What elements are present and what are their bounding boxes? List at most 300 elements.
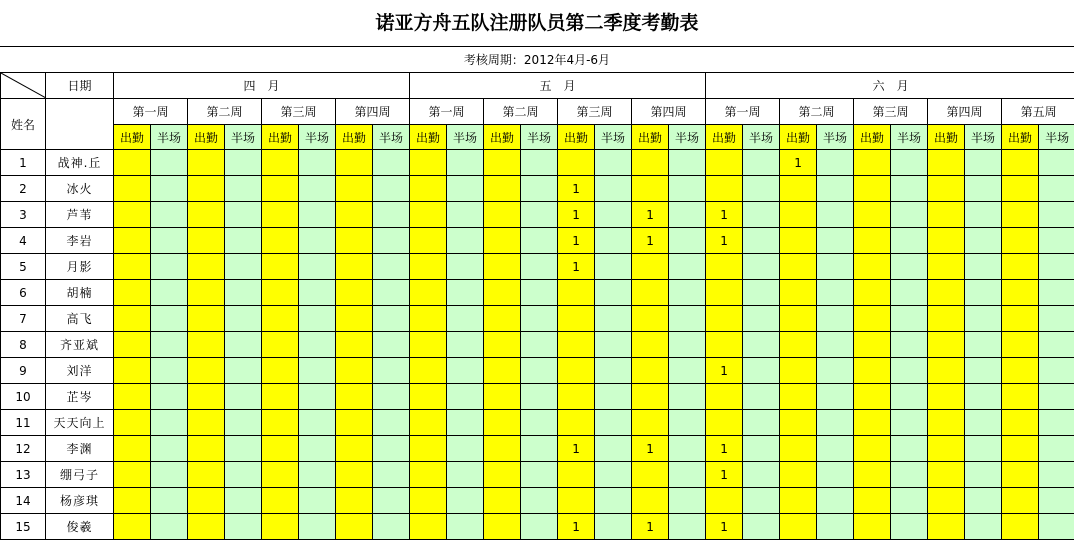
half-cell[interactable]: [891, 514, 928, 540]
attend-cell[interactable]: [1002, 254, 1039, 280]
half-cell[interactable]: [743, 228, 780, 254]
half-cell[interactable]: [373, 488, 410, 514]
half-cell[interactable]: [1039, 228, 1074, 254]
attend-cell[interactable]: [484, 514, 521, 540]
half-cell[interactable]: [151, 462, 188, 488]
half-cell[interactable]: [891, 254, 928, 280]
half-cell[interactable]: [225, 150, 262, 176]
attend-cell[interactable]: [1002, 202, 1039, 228]
half-cell[interactable]: [965, 306, 1002, 332]
half-cell[interactable]: [965, 280, 1002, 306]
attend-cell[interactable]: [928, 332, 965, 358]
attend-cell[interactable]: [632, 176, 669, 202]
attend-cell[interactable]: [336, 150, 373, 176]
attend-cell[interactable]: [632, 384, 669, 410]
attend-cell[interactable]: [928, 436, 965, 462]
attend-cell[interactable]: 1: [632, 436, 669, 462]
attend-cell[interactable]: [780, 202, 817, 228]
half-cell[interactable]: [373, 280, 410, 306]
attend-cell[interactable]: [928, 384, 965, 410]
half-cell[interactable]: [891, 228, 928, 254]
half-cell[interactable]: [521, 384, 558, 410]
half-cell[interactable]: [817, 254, 854, 280]
half-cell[interactable]: [447, 410, 484, 436]
half-cell[interactable]: [595, 280, 632, 306]
half-cell[interactable]: [743, 410, 780, 436]
half-cell[interactable]: [447, 358, 484, 384]
attend-cell[interactable]: [336, 332, 373, 358]
half-cell[interactable]: [891, 488, 928, 514]
attend-cell[interactable]: [114, 436, 151, 462]
attend-cell[interactable]: [188, 514, 225, 540]
half-cell[interactable]: [373, 514, 410, 540]
half-cell[interactable]: [743, 514, 780, 540]
half-cell[interactable]: [965, 514, 1002, 540]
attend-cell[interactable]: [410, 488, 447, 514]
attend-cell[interactable]: [1002, 436, 1039, 462]
half-cell[interactable]: [151, 332, 188, 358]
half-cell[interactable]: [373, 436, 410, 462]
attend-cell[interactable]: 1: [706, 514, 743, 540]
attend-cell[interactable]: [854, 306, 891, 332]
half-cell[interactable]: [521, 280, 558, 306]
attend-cell[interactable]: [928, 462, 965, 488]
attend-cell[interactable]: [484, 254, 521, 280]
half-cell[interactable]: [447, 280, 484, 306]
attend-cell[interactable]: [336, 306, 373, 332]
attend-cell[interactable]: [706, 176, 743, 202]
half-cell[interactable]: [373, 332, 410, 358]
half-cell[interactable]: [447, 332, 484, 358]
half-cell[interactable]: [817, 150, 854, 176]
half-cell[interactable]: [151, 176, 188, 202]
attend-cell[interactable]: [1002, 176, 1039, 202]
half-cell[interactable]: [669, 332, 706, 358]
half-cell[interactable]: [225, 332, 262, 358]
attend-cell[interactable]: [928, 410, 965, 436]
half-cell[interactable]: [743, 254, 780, 280]
attend-cell[interactable]: [632, 280, 669, 306]
half-cell[interactable]: [743, 436, 780, 462]
attend-cell[interactable]: [1002, 384, 1039, 410]
attend-cell[interactable]: [484, 176, 521, 202]
attend-cell[interactable]: [336, 462, 373, 488]
attend-cell[interactable]: [928, 176, 965, 202]
half-cell[interactable]: [299, 384, 336, 410]
attend-cell[interactable]: [336, 384, 373, 410]
half-cell[interactable]: [151, 228, 188, 254]
half-cell[interactable]: [447, 306, 484, 332]
half-cell[interactable]: [225, 462, 262, 488]
half-cell[interactable]: [521, 358, 558, 384]
half-cell[interactable]: [743, 202, 780, 228]
attend-cell[interactable]: [188, 332, 225, 358]
attend-cell[interactable]: [780, 384, 817, 410]
half-cell[interactable]: [521, 514, 558, 540]
attend-cell[interactable]: [854, 514, 891, 540]
attend-cell[interactable]: [854, 384, 891, 410]
attend-cell[interactable]: [410, 358, 447, 384]
half-cell[interactable]: [891, 410, 928, 436]
half-cell[interactable]: [595, 514, 632, 540]
attend-cell[interactable]: [1002, 410, 1039, 436]
attend-cell[interactable]: [484, 462, 521, 488]
attend-cell[interactable]: [114, 150, 151, 176]
half-cell[interactable]: [151, 150, 188, 176]
attend-cell[interactable]: [1002, 150, 1039, 176]
attend-cell[interactable]: [558, 332, 595, 358]
attend-cell[interactable]: [854, 150, 891, 176]
attend-cell[interactable]: [780, 254, 817, 280]
half-cell[interactable]: [965, 150, 1002, 176]
half-cell[interactable]: [817, 358, 854, 384]
attend-cell[interactable]: [928, 306, 965, 332]
attend-cell[interactable]: [706, 410, 743, 436]
half-cell[interactable]: [965, 332, 1002, 358]
half-cell[interactable]: [595, 436, 632, 462]
half-cell[interactable]: [299, 150, 336, 176]
half-cell[interactable]: [373, 462, 410, 488]
half-cell[interactable]: [151, 306, 188, 332]
half-cell[interactable]: [373, 358, 410, 384]
attend-cell[interactable]: [410, 332, 447, 358]
half-cell[interactable]: [595, 410, 632, 436]
attend-cell[interactable]: [484, 410, 521, 436]
attend-cell[interactable]: 1: [706, 358, 743, 384]
half-cell[interactable]: [669, 306, 706, 332]
half-cell[interactable]: [817, 384, 854, 410]
attend-cell[interactable]: [632, 150, 669, 176]
attend-cell[interactable]: [188, 384, 225, 410]
half-cell[interactable]: [447, 488, 484, 514]
attend-cell[interactable]: [484, 384, 521, 410]
attend-cell[interactable]: [854, 254, 891, 280]
half-cell[interactable]: [743, 176, 780, 202]
half-cell[interactable]: [225, 410, 262, 436]
half-cell[interactable]: [595, 462, 632, 488]
attend-cell[interactable]: [114, 306, 151, 332]
attend-cell[interactable]: [114, 228, 151, 254]
attend-cell[interactable]: [188, 228, 225, 254]
attend-cell[interactable]: [928, 254, 965, 280]
half-cell[interactable]: [151, 254, 188, 280]
attend-cell[interactable]: [336, 254, 373, 280]
attend-cell[interactable]: [1002, 514, 1039, 540]
half-cell[interactable]: [225, 306, 262, 332]
attend-cell[interactable]: [706, 306, 743, 332]
attend-cell[interactable]: [780, 306, 817, 332]
attend-cell[interactable]: [854, 358, 891, 384]
half-cell[interactable]: [669, 384, 706, 410]
attend-cell[interactable]: [262, 436, 299, 462]
attend-cell[interactable]: [928, 150, 965, 176]
half-cell[interactable]: [669, 202, 706, 228]
half-cell[interactable]: [891, 436, 928, 462]
attend-cell[interactable]: [780, 514, 817, 540]
half-cell[interactable]: [225, 202, 262, 228]
attend-cell[interactable]: [188, 280, 225, 306]
attend-cell[interactable]: [558, 410, 595, 436]
attend-cell[interactable]: [262, 410, 299, 436]
half-cell[interactable]: [1039, 176, 1074, 202]
half-cell[interactable]: [299, 410, 336, 436]
half-cell[interactable]: [299, 332, 336, 358]
attend-cell[interactable]: [558, 384, 595, 410]
attend-cell[interactable]: [558, 306, 595, 332]
half-cell[interactable]: [299, 228, 336, 254]
attend-cell[interactable]: [336, 410, 373, 436]
attend-cell[interactable]: [632, 410, 669, 436]
attend-cell[interactable]: [262, 358, 299, 384]
attend-cell[interactable]: [1002, 306, 1039, 332]
half-cell[interactable]: [447, 228, 484, 254]
half-cell[interactable]: [743, 488, 780, 514]
attend-cell[interactable]: [188, 150, 225, 176]
half-cell[interactable]: [669, 436, 706, 462]
attend-cell[interactable]: [632, 462, 669, 488]
attend-cell[interactable]: [928, 514, 965, 540]
attend-cell[interactable]: [854, 462, 891, 488]
attend-cell[interactable]: [262, 306, 299, 332]
half-cell[interactable]: [151, 488, 188, 514]
attend-cell[interactable]: [114, 462, 151, 488]
half-cell[interactable]: [521, 150, 558, 176]
half-cell[interactable]: [373, 150, 410, 176]
half-cell[interactable]: [299, 462, 336, 488]
attend-cell[interactable]: [928, 488, 965, 514]
attend-cell[interactable]: [114, 176, 151, 202]
half-cell[interactable]: [225, 436, 262, 462]
half-cell[interactable]: [373, 410, 410, 436]
half-cell[interactable]: [669, 462, 706, 488]
attend-cell[interactable]: [114, 202, 151, 228]
attend-cell[interactable]: [188, 462, 225, 488]
attend-cell[interactable]: [706, 488, 743, 514]
attend-cell[interactable]: [410, 436, 447, 462]
half-cell[interactable]: [965, 488, 1002, 514]
attend-cell[interactable]: [114, 254, 151, 280]
half-cell[interactable]: [521, 410, 558, 436]
half-cell[interactable]: [521, 254, 558, 280]
half-cell[interactable]: [373, 228, 410, 254]
attend-cell[interactable]: [706, 150, 743, 176]
half-cell[interactable]: [299, 202, 336, 228]
attend-cell[interactable]: [780, 462, 817, 488]
half-cell[interactable]: [595, 384, 632, 410]
attend-cell[interactable]: 1: [558, 228, 595, 254]
half-cell[interactable]: [1039, 150, 1074, 176]
half-cell[interactable]: [743, 280, 780, 306]
half-cell[interactable]: [891, 280, 928, 306]
attend-cell[interactable]: [188, 358, 225, 384]
attend-cell[interactable]: 1: [558, 202, 595, 228]
attend-cell[interactable]: [928, 228, 965, 254]
attend-cell[interactable]: [484, 150, 521, 176]
attend-cell[interactable]: [262, 150, 299, 176]
half-cell[interactable]: [595, 254, 632, 280]
attend-cell[interactable]: [410, 410, 447, 436]
half-cell[interactable]: [299, 254, 336, 280]
half-cell[interactable]: [891, 384, 928, 410]
attend-cell[interactable]: 1: [706, 202, 743, 228]
half-cell[interactable]: [743, 384, 780, 410]
attend-cell[interactable]: [632, 488, 669, 514]
attend-cell[interactable]: [854, 280, 891, 306]
half-cell[interactable]: [151, 280, 188, 306]
attend-cell[interactable]: [262, 488, 299, 514]
attend-cell[interactable]: [854, 228, 891, 254]
attend-cell[interactable]: [484, 280, 521, 306]
attend-cell[interactable]: [336, 488, 373, 514]
attend-cell[interactable]: [780, 488, 817, 514]
attend-cell[interactable]: [410, 202, 447, 228]
attend-cell[interactable]: [1002, 280, 1039, 306]
half-cell[interactable]: [1039, 488, 1074, 514]
half-cell[interactable]: [521, 488, 558, 514]
half-cell[interactable]: [891, 176, 928, 202]
attend-cell[interactable]: [188, 176, 225, 202]
half-cell[interactable]: [151, 514, 188, 540]
half-cell[interactable]: [151, 202, 188, 228]
attend-cell[interactable]: [484, 436, 521, 462]
attend-cell[interactable]: 1: [558, 514, 595, 540]
attend-cell[interactable]: [484, 332, 521, 358]
half-cell[interactable]: [965, 462, 1002, 488]
half-cell[interactable]: [669, 410, 706, 436]
attend-cell[interactable]: [484, 306, 521, 332]
attend-cell[interactable]: [1002, 488, 1039, 514]
attend-cell[interactable]: [114, 410, 151, 436]
half-cell[interactable]: [965, 228, 1002, 254]
half-cell[interactable]: [669, 358, 706, 384]
half-cell[interactable]: [1039, 358, 1074, 384]
half-cell[interactable]: [299, 488, 336, 514]
half-cell[interactable]: [225, 488, 262, 514]
attend-cell[interactable]: [706, 280, 743, 306]
attend-cell[interactable]: 1: [632, 202, 669, 228]
attend-cell[interactable]: [336, 228, 373, 254]
half-cell[interactable]: [891, 306, 928, 332]
half-cell[interactable]: [891, 150, 928, 176]
attend-cell[interactable]: [928, 358, 965, 384]
half-cell[interactable]: [1039, 332, 1074, 358]
half-cell[interactable]: [225, 280, 262, 306]
attend-cell[interactable]: 1: [632, 514, 669, 540]
attend-cell[interactable]: [188, 436, 225, 462]
half-cell[interactable]: [817, 462, 854, 488]
attend-cell[interactable]: [114, 384, 151, 410]
attend-cell[interactable]: [188, 410, 225, 436]
attend-cell[interactable]: [854, 488, 891, 514]
attend-cell[interactable]: [632, 332, 669, 358]
half-cell[interactable]: [595, 228, 632, 254]
attend-cell[interactable]: [262, 254, 299, 280]
attend-cell[interactable]: [114, 332, 151, 358]
half-cell[interactable]: [299, 176, 336, 202]
attend-cell[interactable]: [262, 462, 299, 488]
half-cell[interactable]: [225, 384, 262, 410]
attend-cell[interactable]: 1: [558, 436, 595, 462]
half-cell[interactable]: [447, 176, 484, 202]
half-cell[interactable]: [669, 150, 706, 176]
attend-cell[interactable]: [706, 254, 743, 280]
attend-cell[interactable]: [780, 358, 817, 384]
half-cell[interactable]: [1039, 384, 1074, 410]
attend-cell[interactable]: [780, 436, 817, 462]
half-cell[interactable]: [299, 514, 336, 540]
half-cell[interactable]: [965, 436, 1002, 462]
attend-cell[interactable]: [632, 358, 669, 384]
half-cell[interactable]: [521, 202, 558, 228]
attend-cell[interactable]: [780, 410, 817, 436]
attend-cell[interactable]: [188, 202, 225, 228]
attend-cell[interactable]: [114, 514, 151, 540]
half-cell[interactable]: [299, 306, 336, 332]
attend-cell[interactable]: [558, 488, 595, 514]
half-cell[interactable]: [151, 358, 188, 384]
attend-cell[interactable]: [410, 176, 447, 202]
attend-cell[interactable]: [780, 176, 817, 202]
attend-cell[interactable]: 1: [780, 150, 817, 176]
half-cell[interactable]: [965, 410, 1002, 436]
half-cell[interactable]: [373, 202, 410, 228]
half-cell[interactable]: [817, 332, 854, 358]
attend-cell[interactable]: [854, 202, 891, 228]
half-cell[interactable]: [743, 150, 780, 176]
half-cell[interactable]: [521, 228, 558, 254]
attend-cell[interactable]: [410, 514, 447, 540]
half-cell[interactable]: [817, 488, 854, 514]
attend-cell[interactable]: [410, 462, 447, 488]
half-cell[interactable]: [151, 384, 188, 410]
half-cell[interactable]: [1039, 254, 1074, 280]
attend-cell[interactable]: [410, 228, 447, 254]
attend-cell[interactable]: [928, 280, 965, 306]
attend-cell[interactable]: [780, 332, 817, 358]
half-cell[interactable]: [1039, 202, 1074, 228]
attend-cell[interactable]: 1: [706, 228, 743, 254]
attend-cell[interactable]: [410, 306, 447, 332]
half-cell[interactable]: [521, 176, 558, 202]
attend-cell[interactable]: [780, 228, 817, 254]
half-cell[interactable]: [817, 410, 854, 436]
attend-cell[interactable]: [484, 358, 521, 384]
attend-cell[interactable]: [632, 306, 669, 332]
half-cell[interactable]: [447, 436, 484, 462]
half-cell[interactable]: [817, 514, 854, 540]
attend-cell[interactable]: [854, 436, 891, 462]
half-cell[interactable]: [669, 254, 706, 280]
attend-cell[interactable]: [1002, 462, 1039, 488]
half-cell[interactable]: [447, 202, 484, 228]
half-cell[interactable]: [225, 176, 262, 202]
half-cell[interactable]: [965, 202, 1002, 228]
half-cell[interactable]: [595, 202, 632, 228]
half-cell[interactable]: [669, 280, 706, 306]
attend-cell[interactable]: [1002, 332, 1039, 358]
half-cell[interactable]: [817, 228, 854, 254]
attend-cell[interactable]: [262, 202, 299, 228]
half-cell[interactable]: [447, 384, 484, 410]
half-cell[interactable]: [373, 176, 410, 202]
attend-cell[interactable]: [484, 228, 521, 254]
half-cell[interactable]: [891, 462, 928, 488]
half-cell[interactable]: [521, 436, 558, 462]
attend-cell[interactable]: [114, 488, 151, 514]
half-cell[interactable]: [595, 358, 632, 384]
half-cell[interactable]: [965, 176, 1002, 202]
attend-cell[interactable]: 1: [632, 228, 669, 254]
